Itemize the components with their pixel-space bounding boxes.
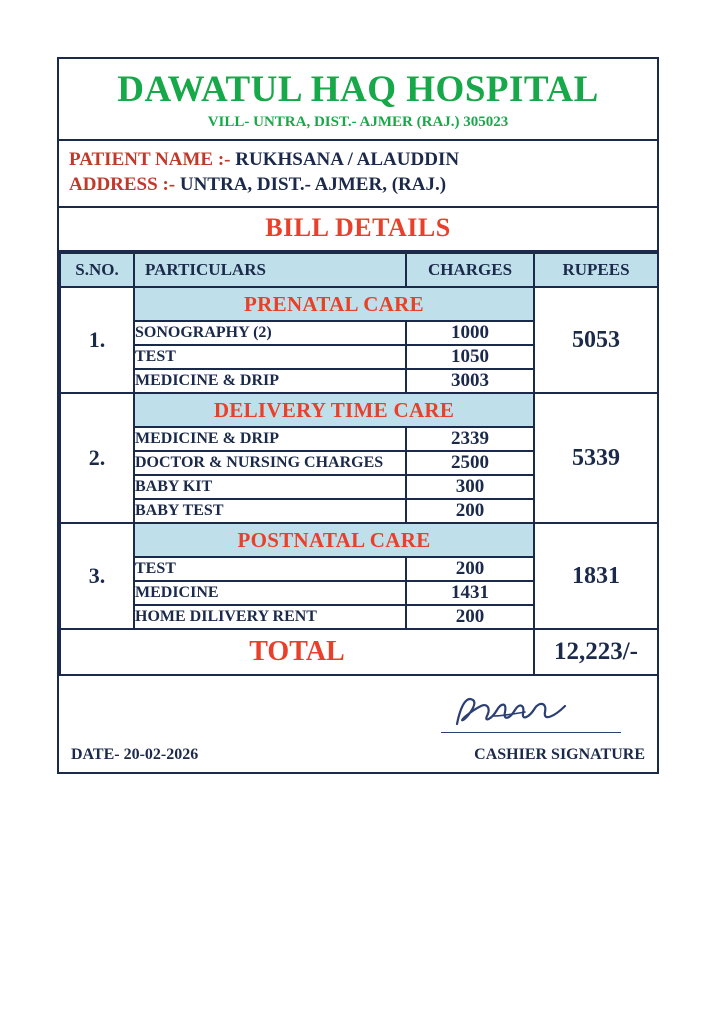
table-row [60, 393, 658, 427]
section-subtotal: 5053 [534, 287, 658, 393]
column-header-rupees: RUPEES [534, 253, 658, 287]
item-name: MEDICINE & DRIP [134, 369, 406, 393]
patient-info-block [59, 141, 657, 208]
item-amount: 1431 [406, 581, 534, 605]
item-amount: 1000 [406, 321, 534, 345]
hospital-address: VILL- UNTRA, DIST.- AJMER (RAJ.) 305023 [59, 110, 657, 141]
item-name: DOCTOR & NURSING CHARGES [134, 451, 406, 475]
patient-address-label: ADDRESS :- [69, 174, 176, 196]
patient-address-value: UNTRA, DIST.- AJMER, (RAJ.) [179, 174, 447, 196]
patient-name-value: RUKHSANA / ALAUDDIN [235, 148, 460, 170]
total-row [60, 629, 658, 675]
item-amount: 3003 [406, 369, 534, 393]
section-sno: 3. [60, 523, 134, 629]
item-amount: 200 [406, 499, 534, 523]
item-amount: 300 [406, 475, 534, 499]
table-header-row [60, 253, 658, 287]
table-header [60, 253, 658, 287]
section-sno: 1. [60, 287, 134, 393]
table-body [60, 287, 658, 675]
signature-line [441, 732, 621, 733]
hospital-name: DAWATUL HAQ HOSPITAL [117, 69, 599, 110]
item-amount: 200 [406, 605, 534, 629]
column-header-particulars: PARTICULARS [134, 253, 406, 287]
item-name: SONOGRAPHY (2) [134, 321, 406, 345]
patient-name-label: PATIENT NAME :- [69, 148, 231, 170]
column-header-charges: CHARGES [406, 253, 534, 287]
item-name: MEDICINE & DRIP [134, 427, 406, 451]
column-header-sno: S.NO. [60, 253, 134, 287]
section-title: PRENATAL CARE [134, 287, 534, 321]
section-subtotal: 5339 [534, 393, 658, 523]
item-amount: 2339 [406, 427, 534, 451]
section-sno: 2. [60, 393, 134, 523]
section-title: DELIVERY TIME CARE [134, 393, 534, 427]
item-name: TEST [134, 345, 406, 369]
item-amount: 200 [406, 557, 534, 581]
item-amount: 2500 [406, 451, 534, 475]
handwritten-signature-icon [447, 686, 597, 734]
patient-address-row [69, 172, 647, 198]
table-row [60, 523, 658, 557]
item-name: BABY TEST [134, 499, 406, 523]
item-amount: 1050 [406, 345, 534, 369]
bill-header [59, 59, 657, 141]
item-name: TEST [134, 557, 406, 581]
total-amount: 12,223/- [534, 629, 658, 675]
cashier-signature-label: CASHIER SIGNATURE [474, 746, 645, 764]
bill-details-title: BILL DETAILS [59, 208, 657, 252]
item-name: HOME DILIVERY RENT [134, 605, 406, 629]
section-subtotal: 1831 [534, 523, 658, 629]
bill-date: DATE- 20-02-2026 [71, 746, 199, 764]
bill-footer [59, 676, 657, 772]
item-name: BABY KIT [134, 475, 406, 499]
total-label: TOTAL [60, 629, 534, 675]
hospital-bill [57, 57, 659, 774]
table-row [60, 287, 658, 321]
bill-table [59, 252, 659, 676]
section-title: POSTNATAL CARE [134, 523, 534, 557]
item-name: MEDICINE [134, 581, 406, 605]
patient-name-row [69, 147, 647, 173]
